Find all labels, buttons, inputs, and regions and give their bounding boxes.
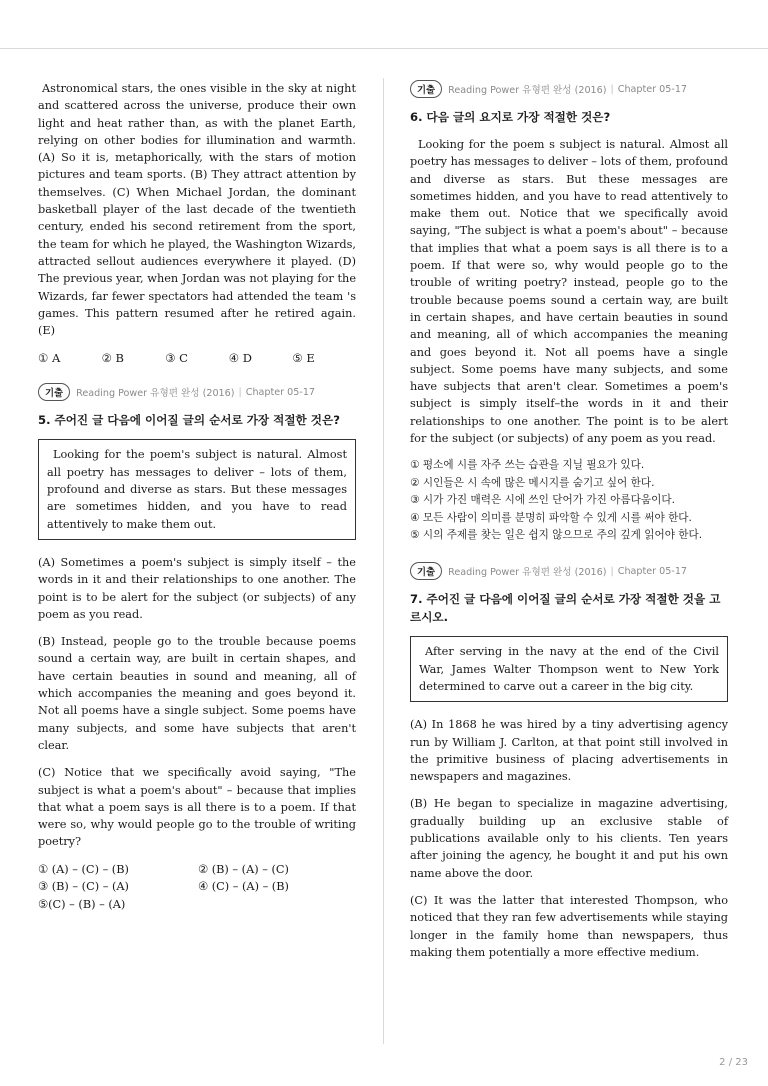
choice-2[interactable]: ② 시인들은 시 속에 많은 메시지를 숨기고 싶어 한다. xyxy=(410,476,655,489)
choice-1[interactable]: ① (A) – (C) – (B) xyxy=(38,862,129,876)
right-column xyxy=(410,80,728,961)
column-divider xyxy=(383,78,384,1044)
paragraph-c: (C) It was the latter that interested Thompson, who noticed that they ran few advertisements while staying longer in the family home than newspapers, thus making them potentially a more effective medium. xyxy=(410,893,728,959)
answer-choices-q5 xyxy=(38,861,356,914)
choice-5[interactable]: ⑤(C) – (B) – (A) xyxy=(38,897,126,911)
separator: | xyxy=(610,83,614,95)
passage-q6: Looking for the poem s subject is natural. Almost all poetry has messages to deliver – lots of them, profound and diverse as stars. But these messages are sometimes hidden, and you have to read attentively to make them out. Notice that we specifically avoid saying, "The subject is what a poem's about" – because that implies that what a poem says is all there is to a poem. If that were so, why would people go to the trouble of writing poetry? instead, people go to the trouble because poems sound a certain way, are built in certain shapes, and have certain beauties in sound and meaning, all of which accompanies the meaning and goes beyond it. Not all poems have a single subject. Some poems have many subjects, and some have subjects that aren't clear. Sometimes a poem's subject is simply itself–the words in it and their relationships to one another. The point is to be alert for the subject (or subjects) of any poem as you read. xyxy=(410,138,728,446)
choice-5[interactable]: ⑤ 시의 주제를 찾는 일은 쉽지 않으므로 주의 깊게 읽어야 한다. xyxy=(410,528,703,541)
question-title-q6: 6. 다음 글의 요지로 가장 적절한 것은? xyxy=(410,110,611,124)
left-column xyxy=(38,80,356,913)
choice-4[interactable]: ④ 모든 사람이 의미를 분명히 파악할 수 있게 시를 써야 한다. xyxy=(410,511,692,524)
choice-5[interactable]: ⑤ E xyxy=(292,351,315,366)
paragraph-a: (A) Sometimes a poem's subject is simply itself – the words in it and their relationships to one another. The point is to be alert for the subject (or subjects) of any poem as you read. xyxy=(38,555,356,621)
given-text: After serving in the navy at the end of the Civil War, James Walter Thompson went to New York determined to carve out a career in the big city. xyxy=(419,645,719,693)
given-text-box-q7 xyxy=(410,636,728,702)
page-number: 2 / 23 xyxy=(719,1057,748,1068)
choice-3[interactable]: ③ C xyxy=(165,351,188,366)
chapter-label: Chapter 05-17 xyxy=(617,565,688,577)
separator: | xyxy=(610,565,614,577)
exam-tag-badge: 기출 xyxy=(38,383,70,401)
source-label: Reading Power 유형편 완성 (2016) xyxy=(448,567,607,579)
separator: | xyxy=(238,386,242,398)
header-rule xyxy=(0,48,768,49)
passage-q4: Astronomical stars, the ones visible in the sky at night and scattered across the universe, produce their own light and heat rather than, as with the planet Earth, relying on other bodies for illumination and warmth. (A) So it is, metaphorically, with the stars of motion pictures and team sports. (B) They attract attention by themselves. (C) When Michael Jordan, the dominant basketball player of the last decade of the twentieth century, ended his second retirement from the sport, the team for which he played, the Washington Wizards, attracted sellout audiences everywhere it played. (D) The previous year, when Jordan was not playing for the Wizards, far fewer spectators had attended the team 's games. This pattern resumed after he retired again. (E) xyxy=(38,82,356,338)
choice-4[interactable]: ④ (C) – (A) – (B) xyxy=(198,880,289,894)
chapter-label: Chapter 05-17 xyxy=(245,386,316,398)
choice-2[interactable]: ② B xyxy=(101,351,125,366)
choice-1[interactable]: ① A xyxy=(38,351,61,366)
question-title-q7: 7. 주어진 글 다음에 이어질 글의 순서로 가장 적절한 것을 고르시오. xyxy=(410,592,721,625)
choice-2[interactable]: ② (B) – (A) – (C) xyxy=(198,862,289,876)
paragraph-c: (C) Notice that we specifically avoid saying, "The subject is what a poem's about" – because that implies that what a poem says is all there is to a poem. If that were so, why would people go to the trouble of writing poetry? xyxy=(38,766,356,849)
paragraph-b: (B) Instead, people go to the trouble because poems sound a certain way, are built in certain shapes, and have certain beauties in sound and meaning, all of which accompanies the meaning and goes beyond it. Not all poems have a single subject. Some poems have many subjects, and some have subjects that aren't clear. xyxy=(38,635,356,752)
given-text: Looking for the poem's subject is natural. Almost all poetry has messages to deliver – lots of them, profound and diverse as stars. But these messages are sometimes hidden, and you have to read attentively to make them out. xyxy=(47,448,347,531)
source-label: Reading Power 유형편 완성 (2016) xyxy=(448,85,607,96)
choice-4[interactable]: ④ D xyxy=(228,351,252,366)
exam-tag-badge: 기출 xyxy=(410,80,442,98)
choice-1[interactable]: ① 평소에 시를 자주 쓰는 습관을 지닐 필요가 있다. xyxy=(410,459,645,472)
source-label: Reading Power 유형편 완성 (2016) xyxy=(76,388,235,400)
exam-tag-badge: 기출 xyxy=(410,562,442,580)
source-line-q6 xyxy=(410,80,728,98)
chapter-label: Chapter 05-17 xyxy=(617,83,688,95)
question-title-q5: 5. 주어진 글 다음에 이어질 글의 순서로 가장 적절한 것은? xyxy=(38,413,340,428)
source-line-q5 xyxy=(38,383,356,401)
paragraph-b: (B) He began to specialize in magazine advertising, gradually building up an exclusive stable of publications available only to his clients. Ten years after joining the agency, he bought it and put his own name above the door. xyxy=(410,797,728,880)
choice-3[interactable]: ③ (B) – (C) – (A) xyxy=(38,880,129,894)
answer-choices-q4 xyxy=(38,351,356,365)
choice-3[interactable]: ③ 시가 가진 매력은 시에 쓰인 단어가 가진 아름다움이다. xyxy=(410,494,675,507)
paragraph-a: (A) In 1868 he was hired by a tiny advertising agency run by William J. Carlton, at that point still involved in the primitive business of placing advertisements in newspapers and magazines. xyxy=(410,718,728,784)
answer-choices-q6 xyxy=(410,457,728,544)
source-line-q7 xyxy=(410,562,728,580)
given-text-box-q5 xyxy=(38,439,356,539)
